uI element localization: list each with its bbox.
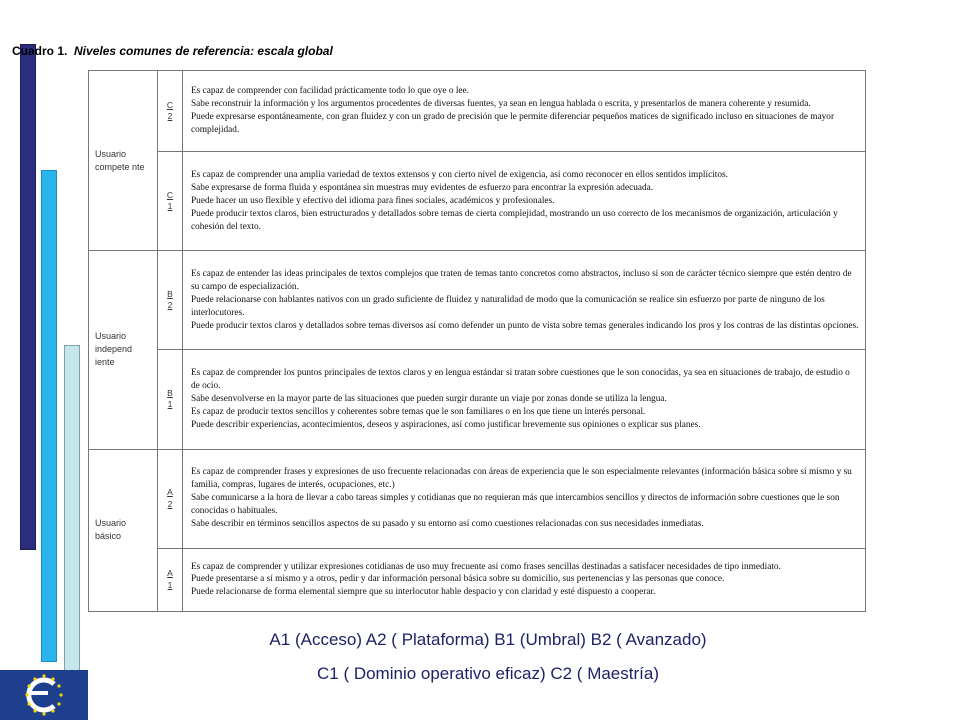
level-code-b2: B2 — [158, 251, 183, 350]
description-line: Es capaz de comprender frases y expresiones de uso frecuente relacionadas con áreas de experiencia que le son especialmente relevantes (información básica sobre sí mismo y su familia, compras, lugares de interés, ocupaciones, etc.) — [191, 467, 852, 491]
description-line: Es capaz de comprender y utilizar expresiones cotidianas de uso muy frecuente así como frases sencillas destinadas a satisfacer necesidades de tipo inmediato. — [191, 561, 781, 572]
description-line: Puede describir experiencias, acontecimientos, deseos y aspiraciones, así como justificar brevemente sus opiniones o explicar sus planes. — [191, 419, 701, 430]
description-line: Es capaz de entender las ideas principales de textos complejos que traten de temas tanto concretos como abstractos, incluso si son de carácter técnico siempre que estén dentro de su campo de especialización. — [191, 269, 852, 293]
description-line: Sabe describir en términos sencillos aspectos de su pasado y su entorno así como cuestiones relacionadas con sus necesidades inmediatas. — [191, 518, 704, 529]
description-line: Puede relacionarse con hablantes nativos con un grado suficiente de fluidez y naturalidad de modo que la comunicación se realice sin esfuerzo por parte de ninguno de los interlocutores. — [191, 294, 825, 318]
description-line: Es capaz de comprender una amplia variedad de textos extensos y con cierto nivel de exigencia, así como reconocer en ellos sentidos implícitos. — [191, 170, 728, 181]
global-scale-table — [88, 70, 866, 612]
table-row — [89, 71, 866, 152]
level-description-c1 — [183, 152, 866, 251]
decorative-bar-light-teal — [64, 345, 80, 677]
group-label-basic: Usuario básico — [89, 449, 158, 612]
description-line: Es capaz de producir textos sencillos y coherentes sobre temas que le son familiares o en los que tiene un interés personal. — [191, 406, 646, 417]
group-label-independent: Usuario independ iente — [89, 251, 158, 449]
level-code-c1: C1 — [158, 152, 183, 251]
level-description-a1 — [183, 548, 866, 611]
decorative-bar-cyan — [41, 170, 57, 662]
logo-emblem-icon — [0, 670, 88, 720]
table-caption — [12, 44, 333, 58]
table-row — [89, 350, 866, 449]
legend-line-1: A1 (Acceso) A2 ( Plataforma) B1 (Umbral) B2 ( Avanzado) — [269, 630, 707, 649]
level-description-a2 — [183, 449, 866, 548]
level-code-a1: A1 — [158, 548, 183, 611]
table-row — [89, 152, 866, 251]
level-code-b1: B1 — [158, 350, 183, 449]
level-code-a2: A2 — [158, 449, 183, 548]
caption-prefix: Cuadro 1. — [12, 44, 68, 58]
description-line: Puede expresarse espontáneamente, con gran fluidez y con un grado de precisión que le permite diferenciar pequeños matices de significado incluso en situaciones de mayor complejidad. — [191, 112, 835, 135]
level-description-b1 — [183, 350, 866, 449]
description-line: Puede hacer un uso flexible y efectivo del idioma para fines sociales, académicos y profesionales. — [191, 195, 555, 206]
legend-line-2: C1 ( Dominio operativo eficaz) C2 ( Maestría) — [316, 664, 659, 683]
table-row — [89, 449, 866, 548]
description-line: Sabe comunicarse a la hora de llevar a cabo tareas simples y cotidianas que no requieran más que intercambios sencillos y directos de información sobre cuestiones que le son conocidas o habituales. — [191, 493, 840, 516]
level-description-c2 — [183, 71, 866, 152]
council-of-europe-logo-icon — [0, 670, 88, 720]
description-line: Puede relacionarse de forma elemental siempre que su interlocutor hable despacio y con claridad y esté dispuesto a cooperar. — [191, 587, 656, 598]
table-row — [89, 548, 866, 611]
description-line: Es capaz de comprender con facilidad prácticamente todo lo que oye o lee. — [191, 86, 470, 97]
description-line: Sabe expresarse de forma fluida y espontánea sin muestras muy evidentes de esfuerzo para encontrar la expresión adecuada. — [191, 183, 654, 194]
caption-text: Niveles comunes de referencia: escala global — [74, 44, 333, 58]
group-label-competent: Usuario compete nte — [89, 71, 158, 251]
description-line: Sabe reconstruir la información y los argumentos procedentes de diversas fuentes, ya sean en lengua hablada o escrita, y presentarlos de manera coherente y resumida. — [191, 99, 811, 110]
level-description-b2 — [183, 251, 866, 350]
level-code-c2: C2 — [158, 71, 183, 152]
description-line: Puede producir textos claros y detallados sobre temas diversos así como defender un punto de vista sobre temas generales indicando los pros y los contras de las distintas opciones. — [191, 320, 859, 331]
decorative-bar-dark-blue — [20, 44, 36, 550]
description-line: Puede producir textos claros, bien estructurados y detallados sobre temas de cierta complejidad, mostrando un uso correcto de los mecanismos de organización, articulación y cohesión del texto. — [191, 208, 838, 232]
description-line: Puede presentarse a sí mismo y a otros, pedir y dar información personal básica sobre su domicilio, sus pertenencias y las personas que conoce. — [191, 574, 725, 585]
table-row — [89, 251, 866, 350]
description-line: Sabe desenvolverse en la mayor parte de las situaciones que pueden surgir durante un viaje por zonas donde se utiliza la lengua. — [191, 394, 667, 405]
description-line: Es capaz de comprender los puntos principales de textos claros y en lengua estándar si tratan sobre cuestiones que le son conocidas, ya sea en situaciones de trabajo, de estudio o de ocio. — [191, 368, 850, 392]
